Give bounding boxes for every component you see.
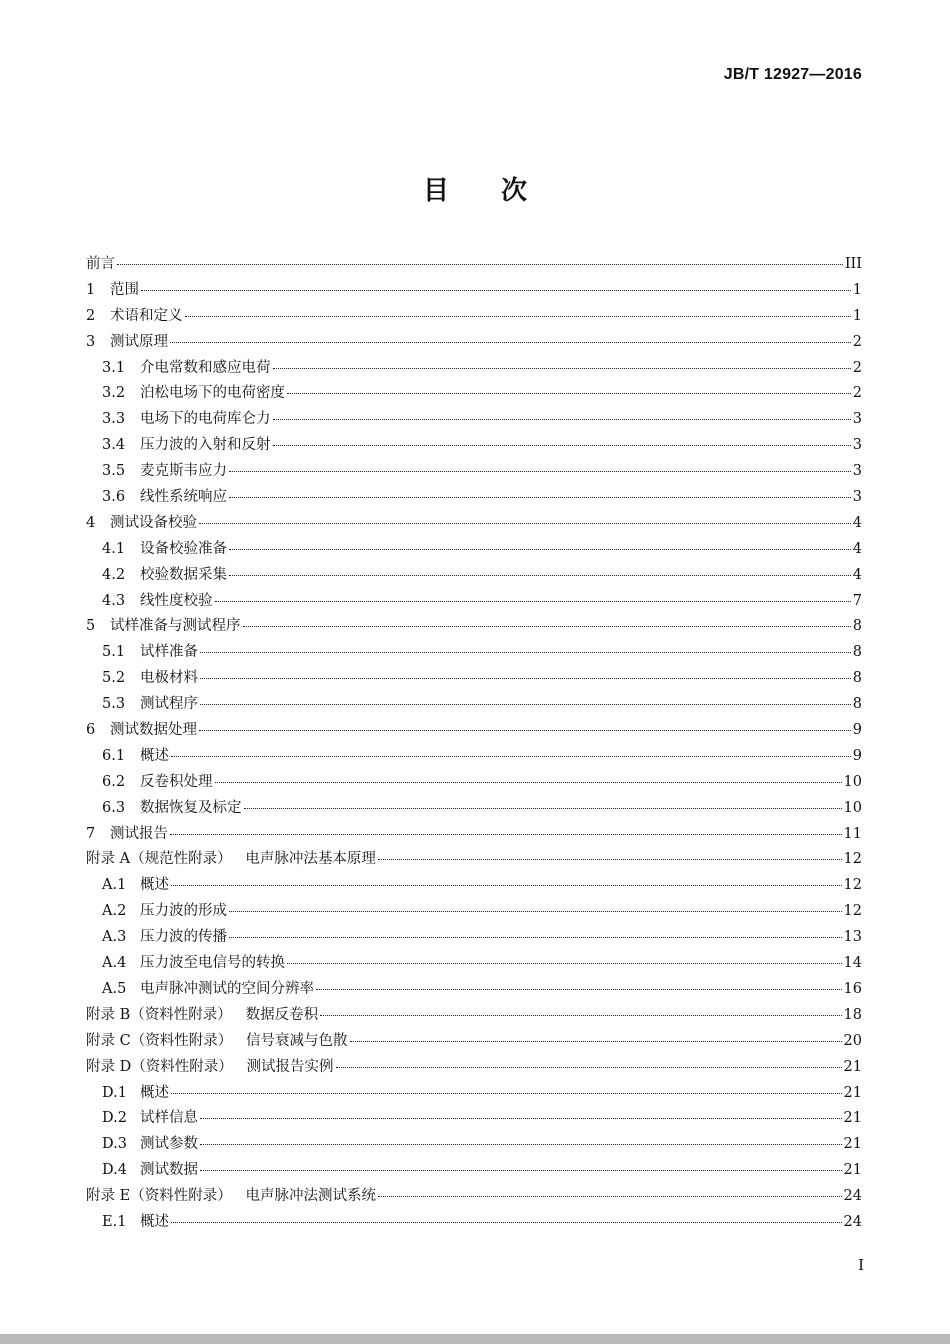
dot-leader (316, 987, 842, 990)
toc-entry-title: 测试报告 (110, 825, 168, 842)
toc-entry-title: 麦克斯韦应力 (140, 463, 227, 480)
dot-leader (171, 1220, 842, 1223)
toc-entry-title: 泊松电场下的电荷密度 (140, 385, 285, 402)
toc-entry-page: 20 (843, 1032, 862, 1049)
toc-entry-page: 3 (852, 437, 862, 454)
toc-entry[interactable] (86, 1029, 862, 1055)
toc-entry-number: A.4 (102, 955, 127, 972)
toc-entry[interactable] (86, 407, 862, 433)
dot-leader (200, 1142, 842, 1145)
toc-entry-number: 5.3 (102, 696, 126, 713)
toc-entry[interactable] (86, 951, 862, 977)
toc-entry-number: 5 (86, 618, 96, 635)
dot-leader (244, 806, 842, 809)
toc-entry-page: 4 (852, 566, 862, 583)
toc-entry-number: 6 (86, 722, 96, 739)
toc-entry-page: 1 (852, 307, 862, 324)
dot-leader (287, 961, 842, 964)
toc-entry-number: 3.1 (102, 359, 126, 376)
toc-entry[interactable] (86, 1081, 862, 1107)
dot-leader (273, 417, 851, 420)
toc-entry-number: 5.1 (102, 644, 126, 661)
dot-leader (170, 340, 851, 343)
toc-entry-number: 6.3 (102, 799, 126, 816)
toc-entry[interactable] (86, 718, 862, 744)
toc-entry[interactable] (86, 511, 862, 537)
toc-entry-page: 12 (843, 851, 862, 868)
toc-entry-page: 8 (852, 644, 862, 661)
toc-entry-page: 3 (852, 411, 862, 428)
toc-entry-number: 1 (86, 281, 96, 298)
toc-entry-page: 14 (843, 955, 862, 972)
toc-entry-page: 21 (843, 1084, 862, 1101)
toc-entry-title: 压力波的入射和反射 (140, 437, 271, 454)
toc-entry-title: 压力波至电信号的转换 (140, 955, 285, 972)
toc-entry-title: 电声脉冲测试的空间分辨率 (140, 980, 314, 997)
toc-entry[interactable] (86, 381, 862, 407)
toc-entry-title: 附录 B（资料性附录） 数据反卷积 (86, 1006, 319, 1023)
toc-entry-page: 2 (852, 333, 862, 350)
dot-leader (200, 1116, 842, 1119)
toc-entry-number: 2 (86, 307, 96, 324)
toc-entry-page: 13 (843, 929, 862, 946)
toc-entry[interactable] (86, 1210, 862, 1236)
toc-entry-number: 6.2 (102, 773, 126, 790)
dot-leader (141, 288, 851, 291)
toc-entry-title: 介电常数和感应电荷 (140, 359, 271, 376)
dot-leader (273, 443, 851, 446)
toc-entry-number: 3 (86, 333, 96, 350)
toc-entry[interactable] (86, 1132, 862, 1158)
toc-entry-number: 3.5 (102, 463, 126, 480)
toc-entry-title: 线性度校验 (140, 592, 213, 609)
toc-entry-title: 附录 E（资料性附录） 电声脉冲法测试系统 (86, 1188, 377, 1205)
toc-entry-title: 测试原理 (110, 333, 168, 350)
dot-leader (229, 469, 851, 472)
dot-leader (229, 935, 842, 938)
dot-leader (229, 573, 851, 576)
dot-leader (378, 857, 842, 860)
toc-entry-page: 21 (843, 1162, 862, 1179)
toc-entry-title: 线性系统响应 (140, 489, 227, 506)
dot-leader (215, 780, 842, 783)
toc-entry-page: 1 (852, 281, 862, 298)
toc-entry-number: E.1 (102, 1213, 127, 1230)
toc-entry-number: A.1 (102, 877, 127, 894)
toc-entry-title: 测试数据 (140, 1162, 198, 1179)
toc-entry-number: 4.3 (102, 592, 126, 609)
dot-leader (200, 1168, 842, 1171)
toc-entry[interactable] (86, 614, 862, 640)
scan-bottom-band (0, 1334, 950, 1344)
toc-entry-title: 电极材料 (140, 670, 198, 687)
toc-entry[interactable] (86, 1055, 862, 1081)
toc-entry-title: 前言 (86, 256, 115, 272)
toc-entry-number: D.2 (102, 1110, 127, 1127)
toc-entry-page: 9 (852, 747, 862, 764)
toc-entry-number: 3.2 (102, 385, 126, 402)
toc-entry-title: 概述 (140, 1213, 169, 1230)
toc-entry[interactable] (86, 459, 862, 485)
standard-code: JB/T 12927—2016 (723, 66, 862, 83)
dot-leader (336, 1065, 842, 1068)
toc-entry[interactable] (86, 770, 862, 796)
dot-leader (171, 883, 842, 886)
toc-entry[interactable] (86, 899, 862, 925)
toc-entry-title: 设备校验准备 (140, 540, 227, 557)
toc-entry-page: 16 (843, 980, 862, 997)
dot-leader (170, 832, 842, 835)
toc-entry-page: 7 (852, 592, 862, 609)
toc-entry-number: A.2 (102, 903, 127, 920)
toc-entry-title: 附录 A（规范性附录） 电声脉冲法基本原理 (86, 851, 376, 868)
toc-entry-page: 4 (852, 540, 862, 557)
toc-entry-page: 11 (843, 825, 862, 842)
dot-leader (229, 909, 842, 912)
toc-entry[interactable] (86, 485, 862, 511)
footer-page-number: I (858, 1256, 864, 1274)
dot-leader (350, 1039, 842, 1042)
dot-leader (199, 728, 851, 731)
toc-entry[interactable] (86, 822, 862, 848)
toc-entry[interactable] (86, 666, 862, 692)
toc-entry-title: 试样信息 (140, 1110, 198, 1127)
toc-entry[interactable] (86, 356, 862, 382)
toc-entry-page: 2 (852, 385, 862, 402)
toc-entry-page: 8 (852, 670, 862, 687)
table-of-contents (86, 252, 862, 1236)
toc-entry-title: 电场下的电荷库仑力 (140, 411, 271, 428)
toc-entry-page: 10 (843, 773, 862, 790)
toc-entry-number: 5.2 (102, 670, 126, 687)
toc-entry-title: 概述 (140, 747, 169, 764)
toc-entry-title: 压力波的形成 (140, 903, 227, 920)
toc-entry-page: 3 (852, 463, 862, 480)
dot-leader (185, 314, 851, 317)
toc-entry-page: 3 (852, 489, 862, 506)
toc-entry[interactable] (86, 1003, 862, 1029)
dot-leader (117, 262, 843, 265)
dot-leader (199, 521, 851, 524)
toc-entry-page: 21 (843, 1136, 862, 1153)
toc-entry-title: 反卷积处理 (140, 773, 213, 790)
toc-entry-page: 24 (843, 1188, 862, 1205)
toc-entry-title: 校验数据采集 (140, 566, 227, 583)
toc-entry[interactable] (86, 1106, 862, 1132)
toc-entry[interactable] (86, 330, 862, 356)
toc-entry-number: 6.1 (102, 747, 126, 764)
toc-entry-number: 4.2 (102, 566, 126, 583)
dot-leader (171, 1091, 842, 1094)
toc-entry-number: A.5 (102, 980, 127, 997)
dot-leader (215, 599, 851, 602)
toc-entry-title: 概述 (140, 1084, 169, 1101)
toc-entry[interactable] (86, 977, 862, 1003)
dot-leader (200, 676, 851, 679)
toc-entry-page: 8 (852, 696, 862, 713)
toc-entry-page: 12 (843, 877, 862, 894)
toc-entry-title: 数据恢复及标定 (140, 799, 242, 816)
toc-entry-number: 3.3 (102, 411, 126, 428)
toc-entry-title: 测试参数 (140, 1136, 198, 1153)
toc-entry[interactable] (86, 252, 862, 278)
toc-entry[interactable] (86, 278, 862, 304)
page-title: 目次 (422, 176, 579, 206)
toc-entry-page: 9 (852, 722, 862, 739)
toc-entry-page: III (844, 256, 862, 272)
dot-leader (273, 366, 851, 369)
toc-entry-title: 压力波的传播 (140, 929, 227, 946)
toc-entry-page: 24 (843, 1213, 862, 1230)
toc-entry-number: D.4 (102, 1162, 127, 1179)
toc-entry[interactable] (86, 1184, 862, 1210)
toc-entry[interactable] (86, 925, 862, 951)
toc-entry-title: 附录 D（资料性附录） 测试报告实例 (86, 1058, 334, 1075)
toc-entry[interactable] (86, 640, 862, 666)
toc-entry-number: 4 (86, 514, 96, 531)
toc-entry-page: 21 (843, 1058, 862, 1075)
toc-entry-page: 21 (843, 1110, 862, 1127)
toc-entry-page: 12 (843, 903, 862, 920)
toc-entry-page: 18 (843, 1006, 862, 1023)
dot-leader (171, 754, 851, 757)
toc-entry[interactable] (86, 1158, 862, 1184)
toc-entry-number: 3.6 (102, 489, 126, 506)
toc-entry-page: 2 (852, 359, 862, 376)
toc-entry[interactable] (86, 873, 862, 899)
dot-leader (229, 495, 851, 498)
toc-entry[interactable] (86, 847, 862, 873)
toc-entry-page: 8 (852, 618, 862, 635)
toc-entry[interactable] (86, 433, 862, 459)
toc-entry-number: 3.4 (102, 437, 126, 454)
dot-leader (378, 1194, 842, 1197)
toc-entry[interactable] (86, 304, 862, 330)
toc-entry-title: 附录 C（资料性附录） 信号衰减与色散 (86, 1032, 348, 1049)
dot-leader (200, 702, 851, 705)
toc-entry-page: 4 (852, 514, 862, 531)
toc-entry-number: 7 (86, 825, 96, 842)
dot-leader (229, 547, 851, 550)
toc-entry-title: 试样准备 (140, 644, 198, 661)
toc-entry[interactable] (86, 692, 862, 718)
toc-entry-number: D.1 (102, 1084, 127, 1101)
toc-entry[interactable] (86, 537, 862, 563)
dot-leader (287, 391, 851, 394)
toc-entry[interactable] (86, 589, 862, 615)
toc-entry-number: D.3 (102, 1136, 127, 1153)
toc-entry-title: 试样准备与测试程序 (110, 618, 241, 635)
toc-entry-title: 术语和定义 (110, 307, 183, 324)
toc-entry-title: 测试数据处理 (110, 722, 197, 739)
toc-entry-title: 概述 (140, 877, 169, 894)
toc-entry[interactable] (86, 563, 862, 589)
toc-entry[interactable] (86, 796, 862, 822)
toc-entry-number: 4.1 (102, 540, 126, 557)
toc-entry[interactable] (86, 744, 862, 770)
toc-entry-number: A.3 (102, 929, 127, 946)
dot-leader (243, 624, 851, 627)
toc-entry-title: 测试程序 (140, 696, 198, 713)
dot-leader (200, 650, 851, 653)
dot-leader (320, 1013, 841, 1016)
toc-entry-title: 范围 (110, 281, 139, 298)
toc-entry-page: 10 (843, 799, 862, 816)
toc-entry-title: 测试设备校验 (110, 514, 197, 531)
